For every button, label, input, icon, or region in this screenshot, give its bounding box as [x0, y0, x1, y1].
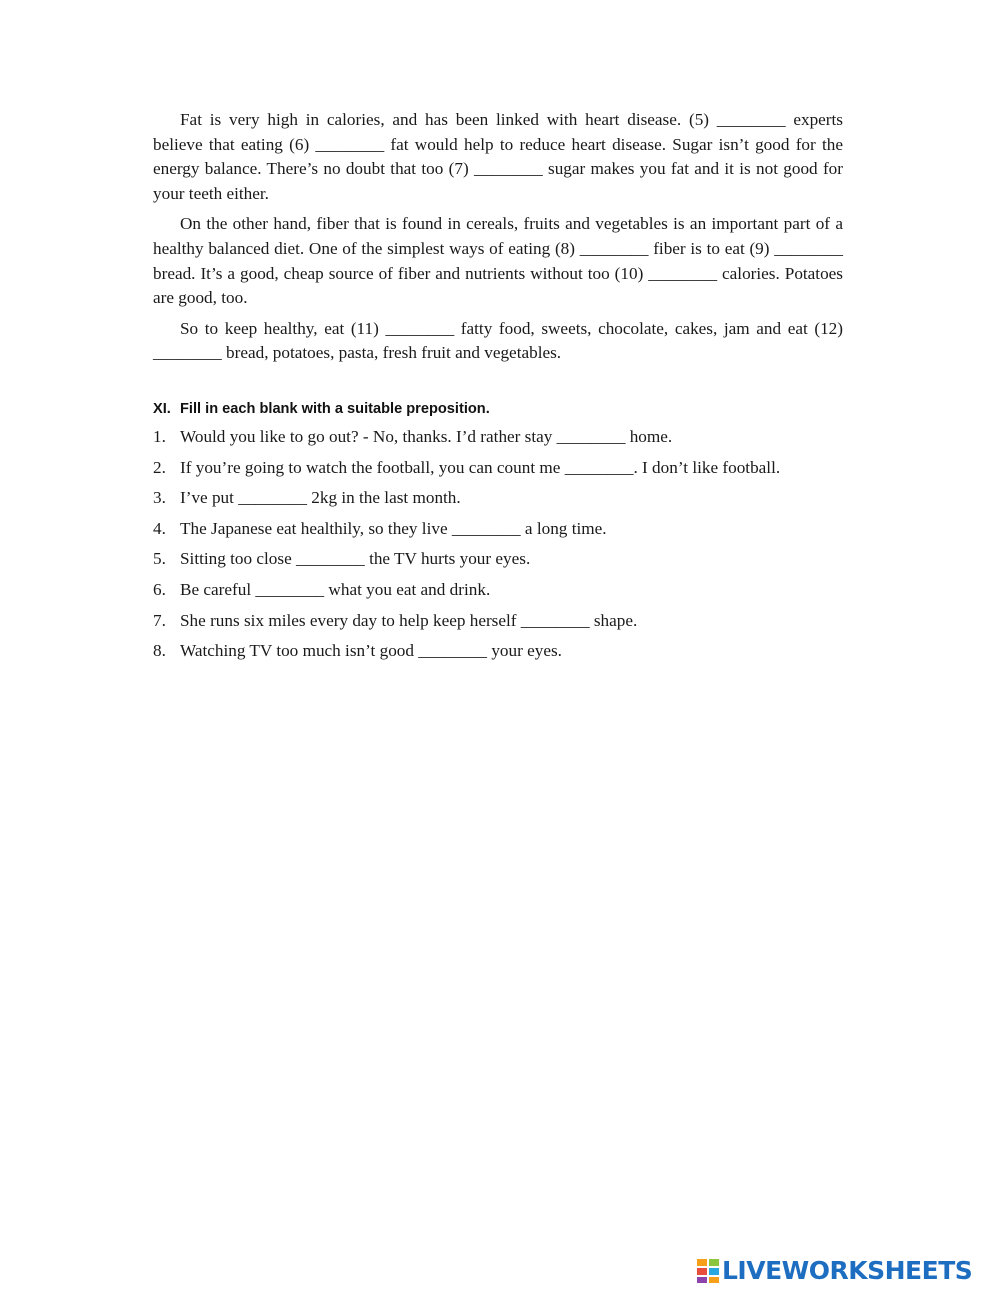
item-number: 7.: [153, 610, 166, 630]
exercise-list: [153, 425, 843, 664]
item-text: Be careful ________ what you eat and drink.: [180, 579, 491, 599]
item-number: 4.: [153, 518, 166, 538]
worksheet-content: [153, 108, 843, 670]
brand-text: LIVEWORKSHEETS: [722, 1256, 973, 1285]
liveworksheets-logo-icon: [696, 1258, 720, 1284]
item-text: Sitting too close ________ the TV hurts your eyes.: [180, 549, 531, 569]
item-text: Would you like to go out? - No, thanks. I’d rather stay ________ home.: [180, 426, 673, 446]
item-text: I’ve put ________ 2kg in the last month.: [180, 488, 461, 508]
item-number: 2.: [153, 457, 166, 477]
liveworksheets-brand[interactable]: [696, 1256, 972, 1286]
item-number: 3.: [153, 488, 166, 508]
passage-paragraph-2: On the other hand, fiber that is found in cereals, fruits and vegetables is an important part of a healthy balanced diet. One of the simplest ways of eating (8) ________ fiber is to eat (9) ________ bread. It’s a good, cheap source of fiber and nutrients without too (10) ________ calories. Potatoes are good, too.: [153, 214, 843, 308]
exercise-title: Fill in each blank with a suitable preposition.: [180, 400, 490, 417]
item-text: If you’re going to watch the football, you can count me ________. I don’t like football.: [180, 457, 781, 477]
passage-paragraph-3: So to keep healthy, eat (11) ________ fatty food, sweets, chocolate, cakes, jam and eat (12) ________ bread, potatoes, pasta, fresh fruit and vegetables.: [153, 318, 843, 363]
exercise-heading: [153, 398, 843, 420]
item-number: 8.: [153, 641, 166, 661]
exercise-item: [153, 456, 843, 481]
exercise-item: [153, 425, 843, 450]
exercise-item: [153, 486, 843, 511]
item-text: The Japanese eat healthily, so they live ________ a long time.: [180, 518, 607, 538]
exercise-item: [153, 639, 843, 664]
item-number: 5.: [153, 549, 166, 569]
exercise-item: [153, 578, 843, 603]
exercise-item: [153, 547, 843, 572]
exercise-number: XI.: [153, 400, 171, 417]
exercise-item: [153, 609, 843, 634]
passage-paragraph-1: Fat is very high in calories, and has been linked with heart disease. (5) ________ experts believe that eating (6) ________ fat would help to reduce heart disease. Sugar isn’t good for the energy balance. There’s no doubt that too (7) ________ sugar makes you fat and it is not good for your teeth either.: [153, 110, 843, 203]
item-number: 1.: [153, 426, 166, 446]
item-text: She runs six miles every day to help keep herself ________ shape.: [180, 610, 638, 630]
exercise-item: [153, 517, 843, 542]
item-number: 6.: [153, 579, 166, 599]
item-text: Watching TV too much isn’t good ________ your eyes.: [180, 641, 562, 661]
